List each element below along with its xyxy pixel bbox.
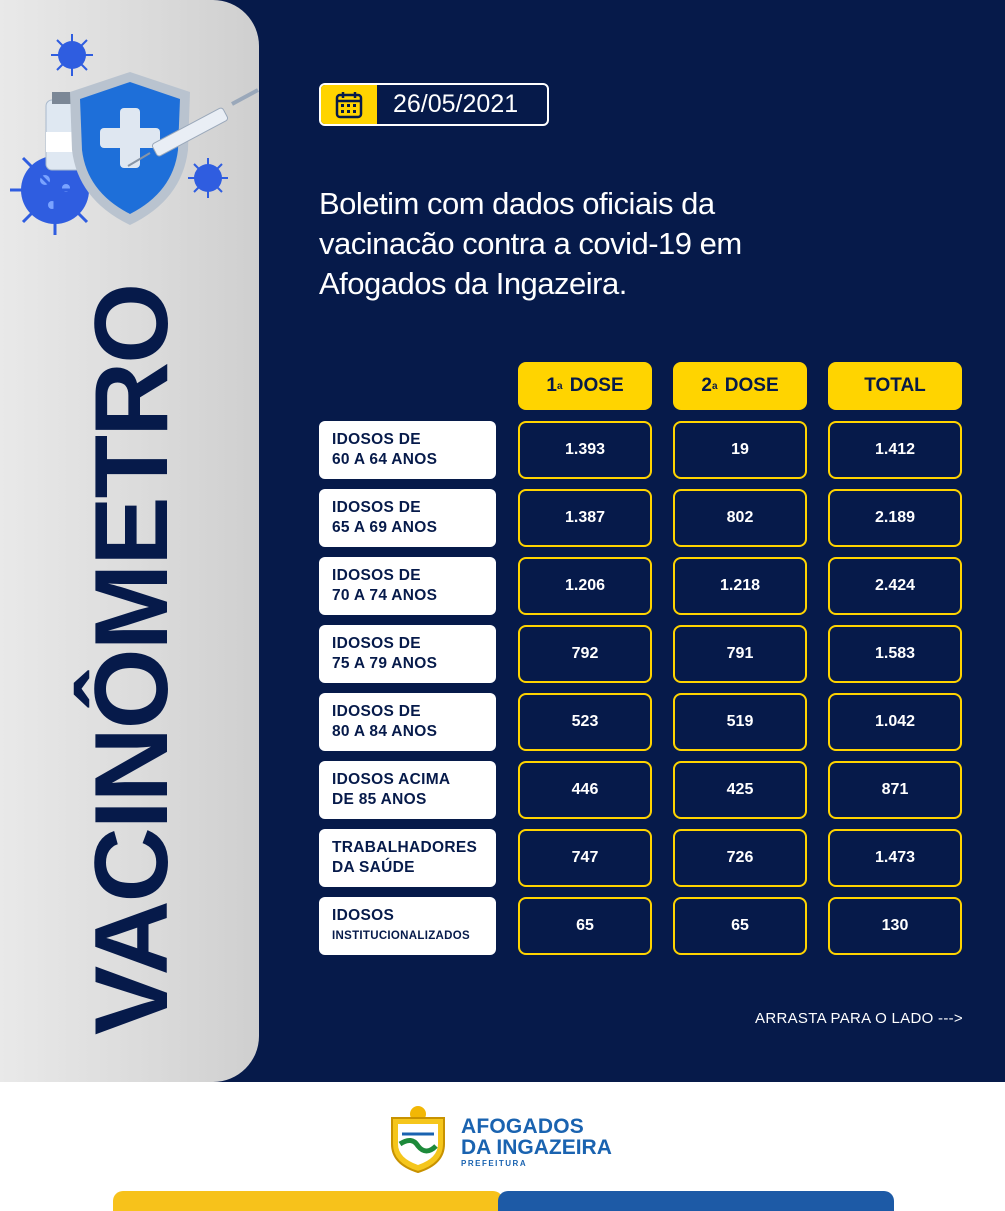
row-label [319,761,496,819]
cell-total: 1.473 [828,829,962,887]
row-label-text [332,702,437,742]
column-header-ordinal: a [711,380,718,392]
row-label [319,829,496,887]
row-label-line1: IDOSOS DE [332,567,421,584]
cell-dose2: 425 [673,761,807,819]
row-label-line1: IDOSOS ACIMA [332,771,451,788]
cell-dose2: 1.218 [673,557,807,615]
headline-line: Boletim com dados oficiais da [319,186,715,221]
cell-total: 2.189 [828,489,962,547]
row-label-line1: TRABALHADORES [332,839,478,856]
cell-dose2: 65 [673,897,807,955]
vaccinometer-title: VACINÔMETRO [74,284,190,1036]
column-header-total [828,362,962,410]
headline-line: vacinacão contra a covid-19 em [319,226,742,261]
row-label-line1: IDOSOS [332,907,395,924]
row-label [319,897,496,955]
calendar-icon [321,85,377,124]
row-label-text [332,498,437,538]
cell-total: 1.042 [828,693,962,751]
logo-title-line1: AFOGADOS [461,1115,584,1138]
cell-dose1: 65 [518,897,652,955]
row-label-line2: 70 A 74 ANOS [332,587,438,604]
row-label-line2: 60 A 64 ANOS [332,451,438,468]
cell-dose2: 19 [673,421,807,479]
city-logo [386,1104,626,1174]
logo-subtitle: PREFEITURA [461,1159,528,1168]
row-label-line1: IDOSOS DE [332,635,421,652]
row-label [319,557,496,615]
row-label [319,693,496,751]
virus-icon [188,158,228,198]
row-label-text [332,634,437,674]
cell-dose2: 791 [673,625,807,683]
cell-dose1: 1.387 [518,489,652,547]
row-label-text [332,906,470,946]
cell-total: 1.583 [828,625,962,683]
row-label-text [332,566,437,606]
cell-dose1: 1.393 [518,421,652,479]
cell-dose2: 726 [673,829,807,887]
logo-title-line2: DA INGAZEIRA [461,1136,612,1159]
bulletin-date: 26/05/2021 [393,90,519,118]
cell-dose2: 802 [673,489,807,547]
row-label-line2: DA SAÚDE [332,859,415,876]
column-header-label: DOSE [569,375,624,396]
city-crest-icon [386,1104,450,1174]
column-header-dose1 [518,362,652,410]
footer-bar-blue [498,1191,894,1211]
column-header-dose2 [673,362,807,410]
cell-total: 2.424 [828,557,962,615]
row-label [319,625,496,683]
cell-dose1: 792 [518,625,652,683]
column-header-ordinal: a [556,380,563,392]
row-label-line1: IDOSOS DE [332,499,421,516]
row-label-line2: 80 A 84 ANOS [332,723,438,740]
row-label-line1: IDOSOS DE [332,431,421,448]
column-header-label: TOTAL [864,375,926,396]
row-label-text [332,430,437,470]
date-badge [319,83,549,126]
cell-total: 1.412 [828,421,962,479]
virus-icon [51,34,93,76]
headline-line: Afogados da Ingazeira. [319,266,627,301]
cell-dose1: 747 [518,829,652,887]
row-label [319,489,496,547]
vaccine-shield-illustration [0,20,260,250]
cell-dose1: 523 [518,693,652,751]
column-header-number: 1 [546,375,557,396]
cell-total: 871 [828,761,962,819]
row-label-line2: 65 A 69 ANOS [332,519,438,536]
row-label-line2: DE 85 ANOS [332,791,427,808]
footer-bar-yellow [113,1191,503,1211]
column-header-number: 2 [701,375,712,396]
row-label-text [332,770,450,810]
column-header-label: DOSE [724,375,779,396]
row-label [319,421,496,479]
cell-dose2: 519 [673,693,807,751]
row-label-line2: 75 A 79 ANOS [332,655,438,672]
cell-dose1: 1.206 [518,557,652,615]
cell-total: 130 [828,897,962,955]
headline [319,184,839,304]
side-panel [0,0,259,1082]
row-label-text [332,838,477,878]
row-label-line2: INSTITUCIONALIZADOS [332,930,470,942]
swipe-hint: ARRASTA PARA O LADO ---> [755,1010,963,1027]
cell-dose1: 446 [518,761,652,819]
row-label-line1: IDOSOS DE [332,703,421,720]
